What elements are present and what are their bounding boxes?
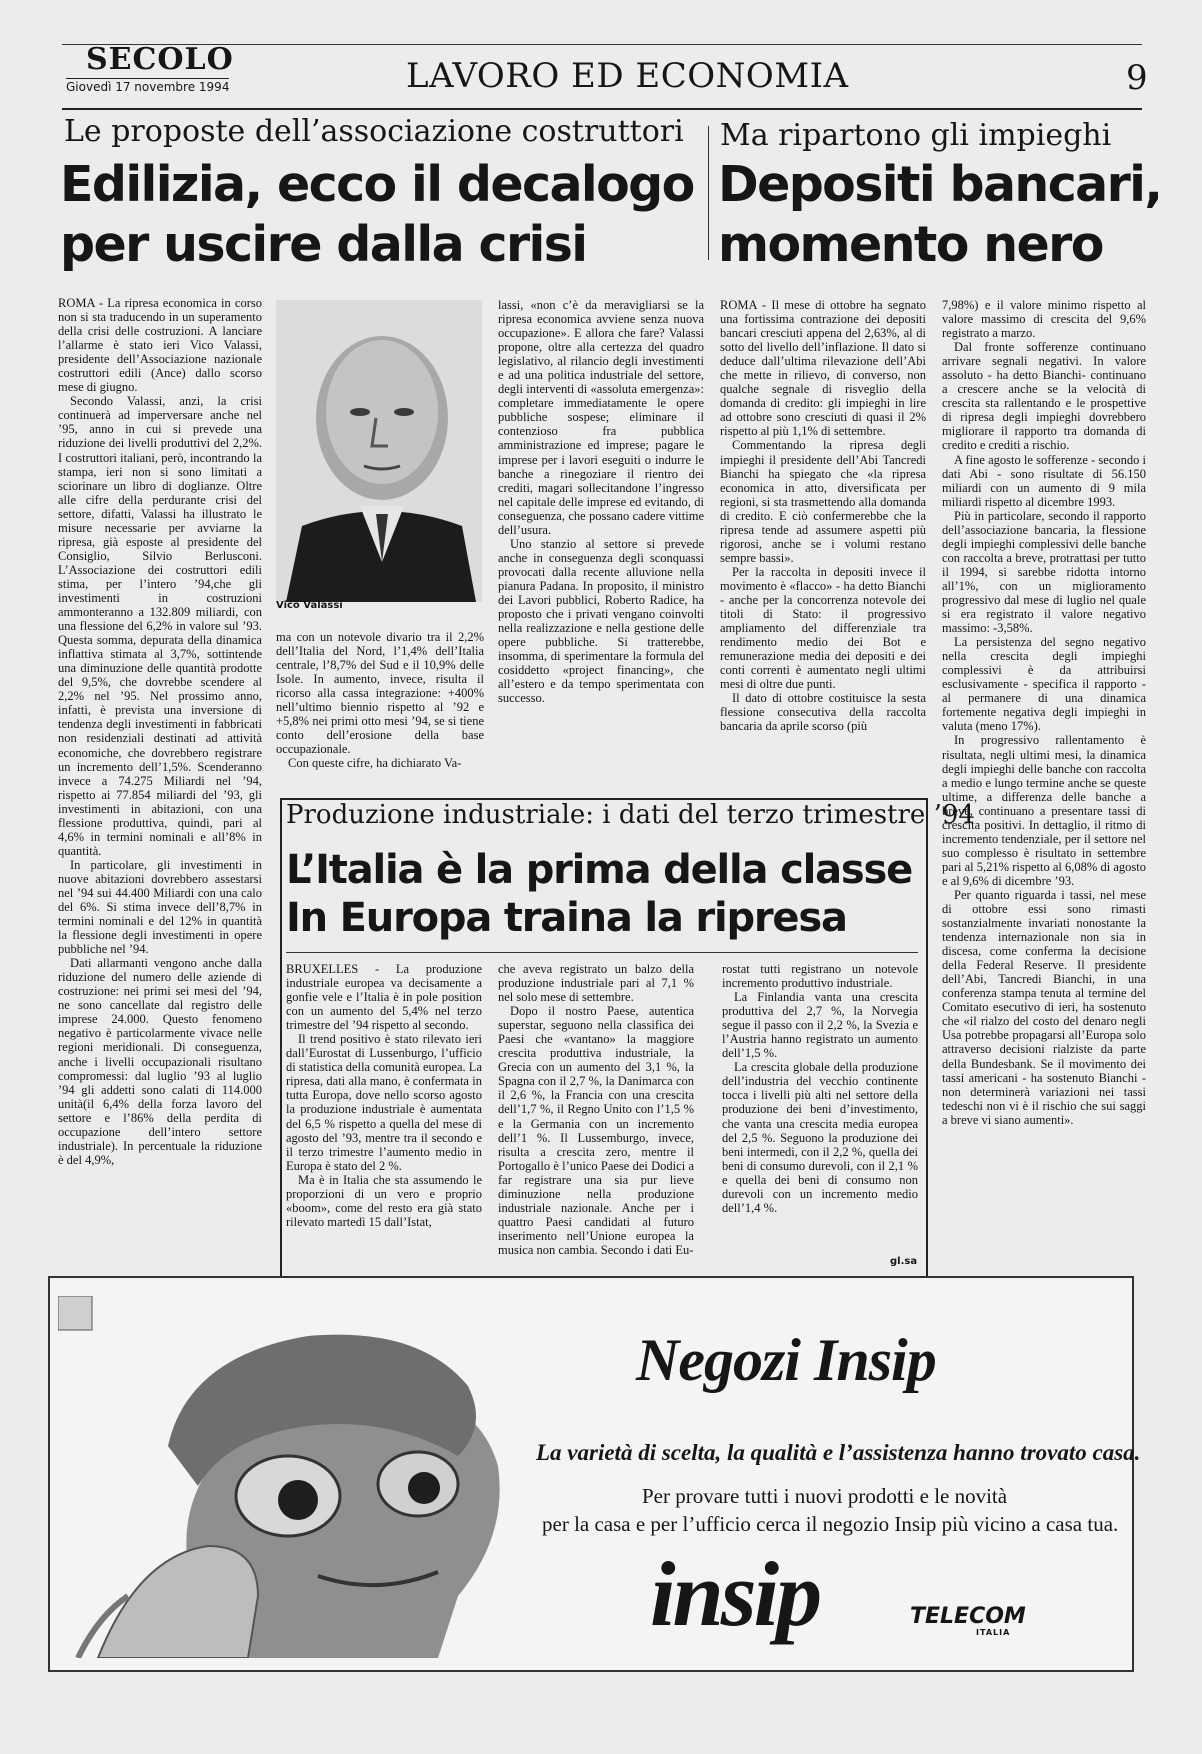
- ad-brand-name: Negozi Insip: [636, 1327, 936, 1393]
- portrait-photo: [276, 300, 482, 602]
- article3-column-1: [286, 962, 482, 1270]
- ad-copy-line-1: Per provare tutti i nuovi prodotti e le novità: [642, 1484, 1008, 1508]
- article3-headline-line1: L’Italia è la prima della classe: [286, 847, 913, 893]
- article1-kicker: Le proposte dell’associazione costruttori: [64, 114, 684, 149]
- ad-tagline: La varietà di scelta, la qualità e l’assistenza hanno trovato casa.: [536, 1440, 1141, 1465]
- paragraph: Per la raccolta in depositi invece il movimento è «flacco» - ha detto Bianchi - anche per la concorrenza notevole dei titoli di Stato: il progressivo ampliamento del differenziale tra rendimento medio dei Bot e remunerazione media dei depositi e dei conti correnti è aumentato negli ultimi mesi di oltre due punti.: [720, 564, 926, 692]
- article2-kicker: Ma ripartono gli impieghi: [720, 118, 1112, 153]
- article1-headline-line1: Edilizia, ecco il decalogo: [60, 156, 694, 213]
- article3-kicker: Produzione industriale: i dati del terzo trimestre ’94: [286, 800, 975, 830]
- paragraph: Uno stanzio al settore si prevede anche in conseguenza degli sconquassi provocati dalla recente alluvione nella pianura Padana. In proposito, il ministro dei Lavori pubblici, Roberto Radice, ha proposto che i privati vengano coinvolti nella realizzazione e nella gestione delle opere pubbliche. Si tratterebbe, insomma, di sperimentare la formula del cosiddetto «project financing», che all’estero e da tempo sperimentata con successo.: [498, 536, 704, 706]
- paragraph: Con queste cifre, ha dichiarato Va-: [288, 756, 462, 771]
- page-number: 9: [1126, 58, 1148, 98]
- paragraph: Dal fronte sofferenze continuano arrivare segnali negativi. In valore assoluto - ha detto Bianchi- continuano a crescere anche se la velocità di crescita sta rallentando e le prospettive di ripresa degli impieghi dovrebbero migliorare il rapporto tra domanda di credito e crediti a rischio.: [942, 340, 1146, 453]
- telecom-logo: TELECOM: [910, 1604, 1026, 1629]
- insip-logo: insip: [650, 1543, 820, 1645]
- article2-headline-line2: momento nero: [718, 216, 1103, 273]
- paragraph: Dopo il nostro Paese, autentica superstar, seguono nella classifica dei Paesi che «vantano» la maggiore crescita produttiva industriale, la Grecia con un aumento del 3,1 %, la Spagna con il 2,7 %, la Danimarca con il 2,6 %, la Francia con una crescita dell’1,7 %, il Regno Unito con l’1,5 % e la Germania con un incremento dell’1 %. Il Lussemburgo, invece, risulta a crescita zero, mentre il Portogallo è l’unico Paese dei Dodici a far registrare una sia pur lieve diminuzione nella produzione industriale nazionale. Anche per i quattro Paesi candidati al futuro inserimento nell’Unione europea la musica non cambia. Secondo i dati Eu-: [498, 1004, 694, 1257]
- paragraph: Per quanto riguarda i tassi, nel mese di ottobre essi sono rimasti sostanzialmente invariati nonostante la tendenza internazionale non sia in discesa, come conferma la decisione della Federal Reserve. Il presidente dell’Abi, Tancredi Bianchi, in una conferenza stampa tenuta al termine del Comitato esecutivo di ieri, ha sostenuto che «il rialzo del costo del denaro negli Usa potrebbe propagarsi all’Europa solo attraverso decisioni rialziste da parte della Bundesbank. Se il movimento dei tassi americani - ha sostenuto Bianchi - non determinerà variazioni nei tassi tedeschi non vi è il rischio che sui saggi a breve vi siano aumenti».: [942, 887, 1146, 1127]
- paragraph: La Finlandia vanta una crescita produttiva del 2,7 %, la Norvegia segue il passo con il 2,2 %, la Svezia e l’Austria hanno registrato un aumento dell’1,5 %.: [722, 990, 918, 1061]
- article2-column-2: [942, 298, 1146, 1274]
- paragraph: In particolare, gli investimenti in nuove abitazioni dovrebbero assestarsi nel ’94 sui 44.400 Miliardi con una calo del 6%. Si stima invece dell’8,7% in termini nominali e del 12% in quantità la flessione degli investimenti in opere pubbliche nel ’94.: [58, 857, 262, 957]
- article1-column-3: [498, 298, 704, 790]
- paragraph: La persistenza del segno negativo nella crescita degli impieghi complessivi è da attribuirsi esclusivamente - specifica il rapporto - al permanere di una dinamica fortemente negativa degli impieghi in valuta (meno 17%).: [942, 635, 1146, 734]
- paragraph: rostat tutti registrano un notevole incremento produttivo industriale.: [722, 962, 918, 991]
- masthead-logo: SECOLO: [86, 42, 234, 77]
- paragraph: Dati allarmanti vengono anche dalla riduzione del numero delle aziende di costruzione: nei primi sei mesi del ’94, ne sono cancellate dal registro delle imprese 24.000. Questo fenomeno negativo è particolarmente vivace nelle regioni meridionali. Di conseguenza, anche i livelli occupazionali risultano compromessi: dal luglio ’93 al luglio ’94 gli addetti sono calati di 114.000 unità(il 6,4% della forza lavoro del settore e l’86% della perdita di occupazione dell’intero settore industriale). In percentuale la riduzione è del 4,9%,: [58, 956, 262, 1167]
- photo-caption: Vico Valassi: [276, 600, 343, 611]
- telecom-logo-subtitle: ITALIA: [976, 1628, 1011, 1637]
- paragraph: ROMA - Il mese di ottobre ha segnato una fortissima contrazione dei depositi bancari cresciuti appena del 2,63%, al di sotto del livello dell’inflazione. Il dato si deduce dall’ultima rilevazione dell’Abi che mette in rilievo, di converso, non qualche segnale di risveglio della domanda di credito: gli impieghi in lire ad ottobre sono cresciuti di quasi il 2% rispetto al più 1,1% di settembre.: [720, 298, 926, 439]
- paragraph: ma con un notevole divario tra il 2,2% dell’Italia del Nord, l’1,4% dell’Italia centrale, l’8,7% del Sud e il 10,9% delle Isole. In aumento, invece, risulta il ricorso alla cassa integrazione: +400% nell’ultimo biennio rispetto al ’92 e +5,8% nei primi otto mesi ’94, se si tiene conto dell’erosione della base occupazionale.: [276, 630, 484, 757]
- section-title: LAVORO ED ECONOMIA: [406, 56, 849, 96]
- paragraph: 7,98%) e il valore minimo rispetto al valore massimo di crescita del 9,6% registrato a marzo.: [942, 298, 1146, 341]
- paragraph: BRUXELLES - La produzione industriale europea va decisamente a gonfie vele e l’Italia è in pole position con un aumento del 5,4% nel terzo trimestre del ’94 rispetto al secondo.: [286, 962, 482, 1033]
- paragraph: ROMA - La ripresa economica in corso non si sta traducendo in un superamento della crisi delle costruzioni. A lanciare l’allarme è stato ieri Vico Valassi, presidente dell’Associazione nazionale costruttori edili (Ance) dallo scorso mese di giugno.: [58, 296, 262, 395]
- paragraph: La crescita globale della produzione dell’industria del vecchio continente tocca i livelli più alti nel settore della produzione dei beni d’investimento, che vanta una crescita media europea del 2,5 %. Seguono la produzione dei beni intermedi, con il 2,2 %, quella dei beni di consumo durevoli, con il 2,1 % e quella dei beni di consumo non durevoli con un incremento medio dell’1,4 %.: [722, 1060, 918, 1215]
- masthead-date: Giovedì 17 novembre 1994: [66, 80, 230, 94]
- column-separator: [708, 126, 709, 260]
- article3-column-2: [498, 962, 694, 1270]
- article3-signature: gl.sa: [890, 1256, 918, 1267]
- alien-illustration: [58, 1296, 518, 1658]
- paragraph: Più in particolare, secondo il rapporto dell’associazione bancaria, la flessione degli impieghi complessivi delle banche con raccolta a breve, protrattasi per tutto il 1994, si sarebbe ridotta intorno all’1%, con un miglioramento progressivo dal mese di luglio nel quale si era registrato il valore negativo massimo: -3,58%.: [942, 508, 1146, 636]
- article2-headline-line1: Depositi bancari,: [718, 156, 1162, 213]
- paragraph: Secondo Valassi, anzi, la crisi continuerà ad imperversare anche nel ’95, anno in cui si prevede una riduzione dei livelli produttivi del 2,2%. I costruttori italiani, però, incontrando la stampa, ieri non si sono limitati a sciorinare un libro di doglianze. Oltre alle cifre della perdurante crisi del settore, difatti, Valassi ha illustrato le misure necessarie per avviarne la ripresa, già esposte al presidente del Consiglio, Silvio Berlusconi. L’Associazione dei costruttori edili stima, per l’intero ’94,che gli investimenti in costruzioni ammonteranno a 132.809 miliardi, con una flessione del 6,2% in valore sul ’93. Questa somma, depurata della dinamica inflattiva stimata al 3,7%, sottintende una diminuzione delle quantità prodotte del 9,5%, che dovrebbe scendere al 2,2% nel ’95. Nel prossimo anno, infatti, è prevista una inversione di tendenza degli investimenti in fabbricati non residenziali destinati ad attività economiche, che dovrebbero registrare un incremento dell’1,5%. Scenderanno invece a 74.275 Miliardi nel ’94, rispetto ai 77.854 miliardi del ’93, gli investimenti in abitazioni, con una flessione produttiva, quindi, pari al 4,6% in termini nominali e all’8% in quantità.: [58, 394, 262, 858]
- header-rule: [62, 108, 1142, 110]
- article1-column-2: [276, 630, 484, 790]
- portrait-illustration: [276, 300, 482, 602]
- paragraph: Ma è in Italia che sta assumendo le proporzioni di un vero e proprio «boom», come del resto era già stato rilevato martedì 15 dall’Istat,: [286, 1172, 482, 1229]
- article3-headline-line2: In Europa traina la ripresa: [286, 895, 847, 941]
- paragraph: Il dato di ottobre costituisce la sesta flessione consecutiva della raccolta bancaria da aprile scorso (più: [720, 691, 926, 734]
- article3-column-3: [722, 962, 918, 1258]
- box-rule: [286, 952, 918, 953]
- paragraph: che aveva registrato un balzo della produzione industriale pari al 7,1 % nel solo mese di settembre.: [498, 962, 694, 1005]
- paragraph: Commentando la ripresa degli impieghi il presidente dell’Abi Tancredi Bianchi ha spiegato che «la ripresa economica in atto, diversificata per regioni, si sta trasmettendo alla domanda di credito. E ciò confermerebbe che la ripresa tende ad assumere aspetti più rigorosi, anche se i volumi restano sempre bassi».: [720, 438, 926, 565]
- article1-headline-line2: per uscire dalla crisi: [60, 216, 587, 273]
- paragraph: A fine agosto le sofferenze - secondo i dati Abi - sono risultate di 56.150 miliardi con un aumento di 9 mila miliardi rispetto al dicembre 1993.: [942, 452, 1146, 509]
- article2-column-1: [720, 298, 926, 790]
- article1-column-1: [58, 296, 262, 1270]
- paragraph: lassi, «non c’è da meravigliarsi se la ripresa economica avviene senza nuova occupazione». E allora che fare? Valassi propone, oltre alla certezza del quadro legislativo, al rilancio degli investimenti e ad una politica industriale del settore, degli interventi di «assoluta emergenza»: completare immediatamente le opere pubbliche sospese; eliminare il contenzioso fra pubblica amministrazione ed imprese; pagare le imprese per i lavori eseguiti o indurre le banche a rinegoziare il rientro dei crediti, magari sollecitandone l’ingresso nel capitale delle imprese ed evitando, di conseguenza, che possano cadere vittime dell’usura.: [498, 298, 704, 537]
- ad-copy-line-2: per la casa e per l’ufficio cerca il negozio Insip più vicino a casa tua.: [542, 1512, 1119, 1536]
- paragraph: In progressivo rallentamento è risultata, negli ultimi mesi, la dinamica degli impieghi delle banche con raccolta a medio e lungo termine anche se queste ultime, a differenza delle banche a breve, continuano a presentare tassi di crescita positivi. In dettaglio, il ritmo di incremento tendenziale, per il settore nel suo complesso è risultato in settembre pari al 5,21% rispetto al 6,08% di agosto e al 9,6% di dicembre ’93.: [942, 733, 1146, 888]
- paragraph: Il trend positivo è stato rilevato ieri dall’Eurostat di Lussenburgo, l’ufficio di statistica della comunità europea. La ripresa, dati alla mano, è confermata in tutta Europa, dove nello scorso agosto la produzione industriale è aumentata del 6,5 % rispetto a quella del mese di agosto del ’93, mentre tra il secondo e il terzo trimestre l’aumento medio in Europa è stato del 2 %.: [286, 1032, 482, 1173]
